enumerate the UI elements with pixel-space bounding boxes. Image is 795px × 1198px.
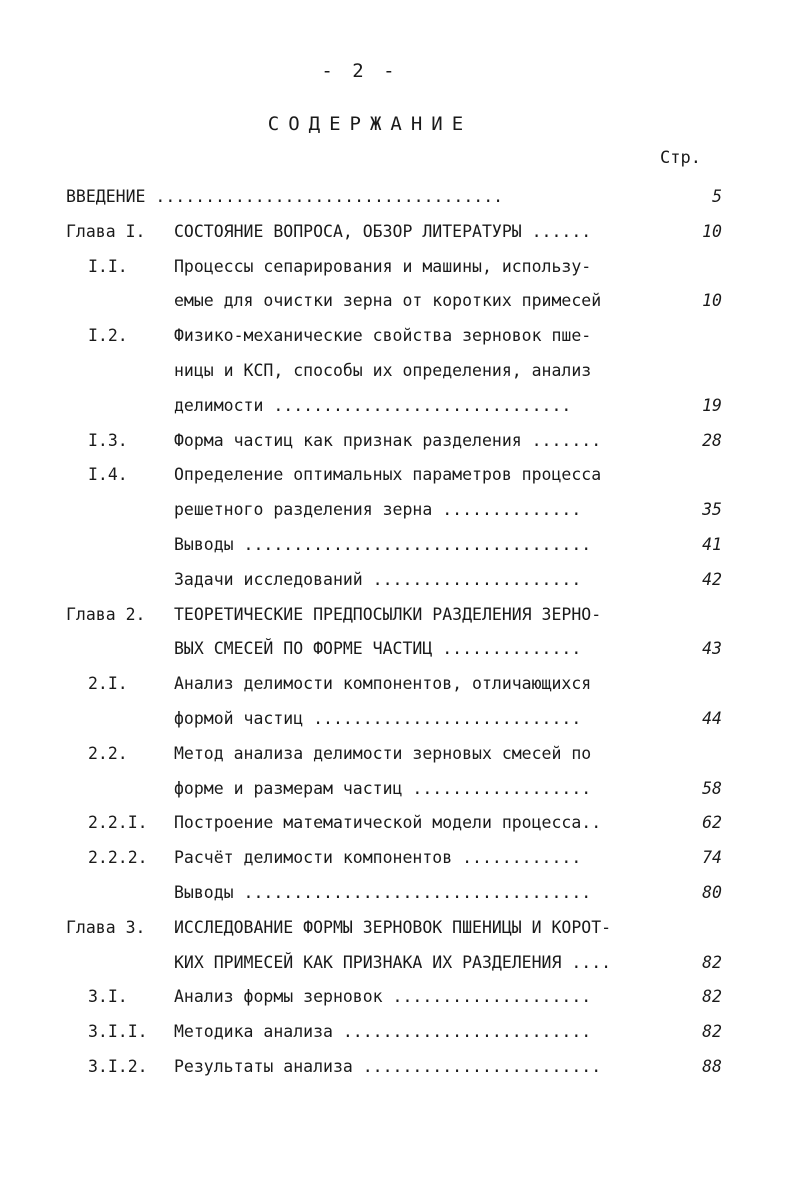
toc-entry-number: I.2. bbox=[88, 326, 128, 346]
toc-entry bbox=[0, 424, 795, 459]
toc-entry-number: 2.2.2. bbox=[88, 848, 148, 868]
toc-entry bbox=[0, 319, 795, 354]
toc-entry bbox=[0, 911, 795, 946]
toc-entry-title: ВЫХ СМЕСЕЙ ПО ФОРМЕ ЧАСТИЦ .............. bbox=[174, 639, 582, 659]
toc-entry bbox=[0, 250, 795, 285]
toc-entry-number: Глава I. bbox=[66, 221, 146, 241]
toc-entry-title: формой частиц ........................... bbox=[174, 708, 582, 728]
toc-entry bbox=[0, 632, 795, 667]
toc-entry-number: I.4. bbox=[88, 465, 128, 485]
toc-entry-title: СОСТОЯНИЕ ВОПРОСА, ОБЗОР ЛИТЕРАТУРЫ ...... bbox=[174, 221, 592, 241]
toc-entry-number: I.3. bbox=[88, 430, 128, 450]
toc-entry-number: 2.2.I. bbox=[88, 813, 148, 833]
toc-entry-page: 28 bbox=[702, 430, 722, 450]
toc-entry-title: Форма частиц как признак разделения ....... bbox=[174, 430, 602, 450]
toc-entry-title: Расчёт делимости компонентов ............ bbox=[174, 848, 582, 868]
toc-entry-title: ИССЛЕДОВАНИЕ ФОРМЫ ЗЕРНОВОК ПШЕНИЦЫ И КОРОТ- bbox=[174, 917, 612, 937]
toc-entry-title: Физико-механические свойства зерновок пше- bbox=[174, 326, 592, 346]
toc-entry bbox=[0, 215, 795, 250]
toc-entry bbox=[0, 598, 795, 633]
toc-entry-title: Анализ формы зерновок .................... bbox=[174, 987, 592, 1007]
toc-entry-page: 58 bbox=[702, 778, 722, 798]
toc-entry-title: емые для очистки зерна от коротких примесей bbox=[174, 291, 602, 311]
toc-entry-title: Выводы ................................... bbox=[174, 534, 592, 554]
toc-entry-page: 88 bbox=[702, 1056, 722, 1076]
toc-entry-page: 43 bbox=[702, 639, 722, 659]
toc-entry-title: Метод анализа делимости зерновых смесей по bbox=[174, 743, 592, 763]
toc-entry-page: 82 bbox=[702, 1022, 722, 1042]
page-title: СОДЕРЖАНИЕ bbox=[267, 113, 473, 135]
toc-entry-title: Процессы сепарирования и машины, использу- bbox=[174, 256, 592, 276]
toc-entry bbox=[0, 389, 795, 424]
toc-entry-page: 74 bbox=[702, 848, 722, 868]
toc-entry-title: Результаты анализа ........................ bbox=[174, 1056, 602, 1076]
toc-entry-number: 3.I.I. bbox=[88, 1022, 148, 1042]
toc-entry bbox=[0, 702, 795, 737]
toc-entry-page: 82 bbox=[702, 987, 722, 1007]
toc-entry-page: 41 bbox=[702, 534, 722, 554]
toc-entry-page: 10 bbox=[702, 221, 722, 241]
toc-entry-number: 2.I. bbox=[88, 674, 128, 694]
toc-entry-title: Определение оптимальных параметров процесса bbox=[174, 465, 602, 485]
toc-entry-page: 10 bbox=[702, 291, 722, 311]
toc-entry-page: 35 bbox=[702, 500, 722, 520]
toc-entry bbox=[0, 354, 795, 389]
toc-entry bbox=[0, 458, 795, 493]
toc-entry-title: Задачи исследований ..................... bbox=[174, 569, 582, 589]
table-of-contents bbox=[0, 180, 795, 1085]
toc-entry bbox=[0, 563, 795, 598]
toc-entry-title: решетного разделения зерна .............. bbox=[174, 500, 582, 520]
toc-entry-title: Методика анализа ......................... bbox=[174, 1022, 592, 1042]
toc-entry bbox=[0, 493, 795, 528]
toc-entry-page: 42 bbox=[702, 569, 722, 589]
toc-entry bbox=[0, 841, 795, 876]
toc-entry-title: Анализ делимости компонентов, отличающихся bbox=[174, 674, 592, 694]
pages-column-label: Стр. bbox=[660, 148, 701, 168]
toc-entry bbox=[0, 772, 795, 807]
toc-entry-title: КИХ ПРИМЕСЕЙ КАК ПРИЗНАКА ИХ РАЗДЕЛЕНИЯ .... bbox=[174, 952, 612, 972]
page-number: - 2 - bbox=[321, 60, 399, 82]
toc-entry-title: делимости .............................. bbox=[174, 395, 572, 415]
toc-entry-page: 19 bbox=[702, 395, 722, 415]
toc-entry bbox=[0, 980, 795, 1015]
toc-entry-title: ницы и КСП, способы их определения, анализ bbox=[174, 360, 592, 380]
toc-entry-number: I.I. bbox=[88, 256, 128, 276]
toc-entry-title: ВВЕДЕНИЕ ................................... bbox=[66, 187, 504, 206]
toc-entry bbox=[0, 528, 795, 563]
toc-entry-title: форме и размерам частиц .................. bbox=[174, 778, 592, 798]
toc-entry-page: 82 bbox=[702, 952, 722, 972]
toc-entry-number: Глава 3. bbox=[66, 917, 146, 937]
toc-entry bbox=[0, 284, 795, 319]
toc-entry-page: 5 bbox=[712, 187, 722, 206]
toc-entry-title: Построение математической модели процесса.. bbox=[174, 813, 602, 833]
toc-entry-number: 3.I.2. bbox=[88, 1056, 148, 1076]
toc-entry bbox=[0, 1050, 795, 1085]
toc-entry-number: Глава 2. bbox=[66, 604, 146, 624]
toc-entry-title: ТЕОРЕТИЧЕСКИЕ ПРЕДПОСЫЛКИ РАЗДЕЛЕНИЯ ЗЕРНО- bbox=[174, 604, 602, 624]
toc-entry-number: 2.2. bbox=[88, 743, 128, 763]
toc-entry bbox=[0, 876, 795, 911]
toc-entry bbox=[0, 946, 795, 981]
toc-entry bbox=[0, 737, 795, 772]
toc-entry bbox=[0, 180, 795, 215]
toc-entry-page: 80 bbox=[702, 882, 722, 902]
toc-entry-page: 62 bbox=[702, 813, 722, 833]
toc-entry bbox=[0, 1015, 795, 1050]
toc-entry bbox=[0, 667, 795, 702]
toc-entry-number: 3.I. bbox=[88, 987, 128, 1007]
toc-entry-page: 44 bbox=[702, 708, 722, 728]
toc-entry-title: Выводы ................................... bbox=[174, 882, 592, 902]
toc-entry bbox=[0, 806, 795, 841]
